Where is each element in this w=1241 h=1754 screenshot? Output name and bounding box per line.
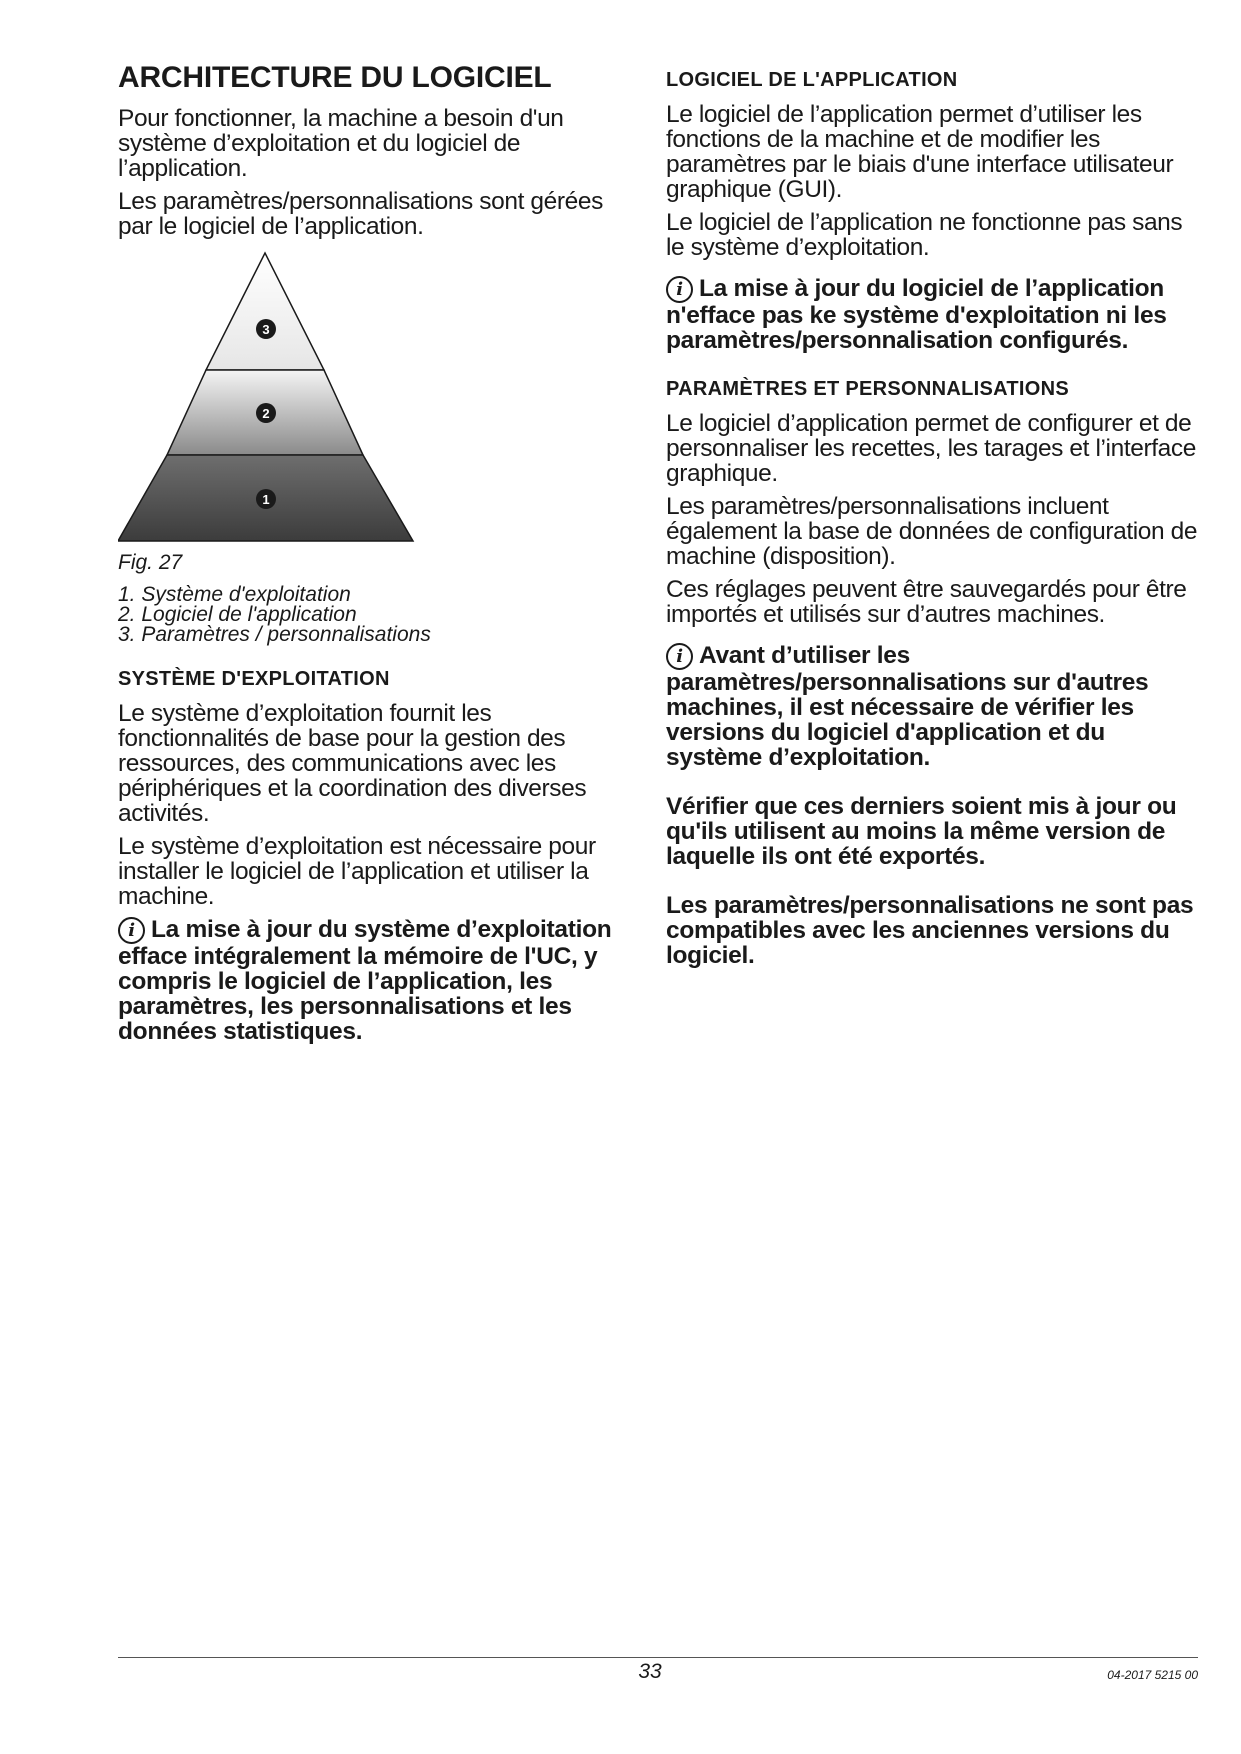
intro-paragraph-2: Les paramètres/personnalisations sont gérées par le logiciel de l’application. [118,188,603,240]
app-heading: LOGICIEL DE L'APPLICATION [666,69,958,91]
os-heading: SYSTÈME D'EXPLOITATION [118,668,390,690]
info-icon: i [118,917,145,944]
pyramid-level-3 [206,253,324,370]
params-paragraph-2: Les paramètres/personnalisations incluent également la base de données de configuration de machine (disposition). [666,493,1198,570]
params-note-1-text: Avant d’utiliser les paramètres/personnalisations sur d'autres machines, il est nécessaire de vérifier les versions du logiciel d'application et du système d’exploitation. [666,642,1149,771]
params-paragraph-3: Ces réglages peuvent être sauvegardés pour être importés et utilisés sur d’autres machines. [666,576,1187,628]
params-paragraph-1: Le logiciel d’application permet de configurer et de personnaliser les recettes, les tarages et l’interface graphique. [666,410,1196,487]
pyramid-label-1: 1 [262,492,270,507]
document-code: 04-2017 5215 00 [1107,1668,1198,1682]
left-column [118,62,630,1068]
app-paragraph-2: Le logiciel de l’application ne fonctionne pas sans le système d’exploitation. [666,209,1183,261]
app-paragraph-1: Le logiciel de l’application permet d’utiliser les fonctions de la machine et de modifier les paramètres par le biais d'une interface utilisateur graphique (GUI). [666,101,1174,203]
figure-caption: Fig. 27 [118,551,183,574]
params-note-3: Les paramètres/personnalisations ne sont pas compatibles avec les anciennes versions du logiciel. [666,892,1194,969]
os-paragraph-2: Le système d’exploitation est nécessaire pour installer le logiciel de l’application et utiliser la machine. [118,833,596,910]
pyramid-diagram [118,249,428,549]
pyramid-label-3: 3 [262,322,270,337]
app-note-text: La mise à jour du logiciel de l’application n'efface pas ke système d'exploitation ni les paramètres/personnalisation configurés. [666,275,1167,354]
legend-item: 3. Paramètres / personnalisations [118,623,431,646]
info-icon: i [666,276,693,303]
params-note-1 [666,643,1198,770]
legend-item: 2. Logiciel de l'application [118,603,357,626]
pyramid-label-2: 2 [262,406,270,421]
info-icon: i [666,643,693,670]
intro-paragraph-1: Pour fonctionner, la machine a besoin d'un système d’exploitation et du logiciel de l’application. [118,105,564,182]
page-number: 33 [638,1660,662,1683]
legend-item: 1. Système d'exploitation [118,583,351,606]
right-column [666,62,1198,992]
figure-legend [118,585,630,645]
pyramid-figure [118,249,428,549]
params-heading: PARAMÈTRES ET PERSONNALISATIONS [666,378,1070,400]
os-note [118,917,630,1044]
footer-divider [118,1657,1198,1658]
os-paragraph-1: Le système d’exploitation fournit les fonctionnalités de base pour la gestion des ressources, des communications avec les périphériques et la coordination des diverses activités. [118,700,587,827]
params-note-2: Vérifier que ces derniers soient mis à jour ou qu'ils utilisent au moins la même version de laquelle ils ont été exportés. [666,793,1177,870]
os-note-text: La mise à jour du système d’exploitation efface intégralement la mémoire de l'UC, y compris le logiciel de l’application, les paramètres, les personnalisations et les données statistiques. [118,916,612,1045]
page-title: ARCHITECTURE DU LOGICIEL [118,61,552,94]
app-note [666,276,1198,353]
